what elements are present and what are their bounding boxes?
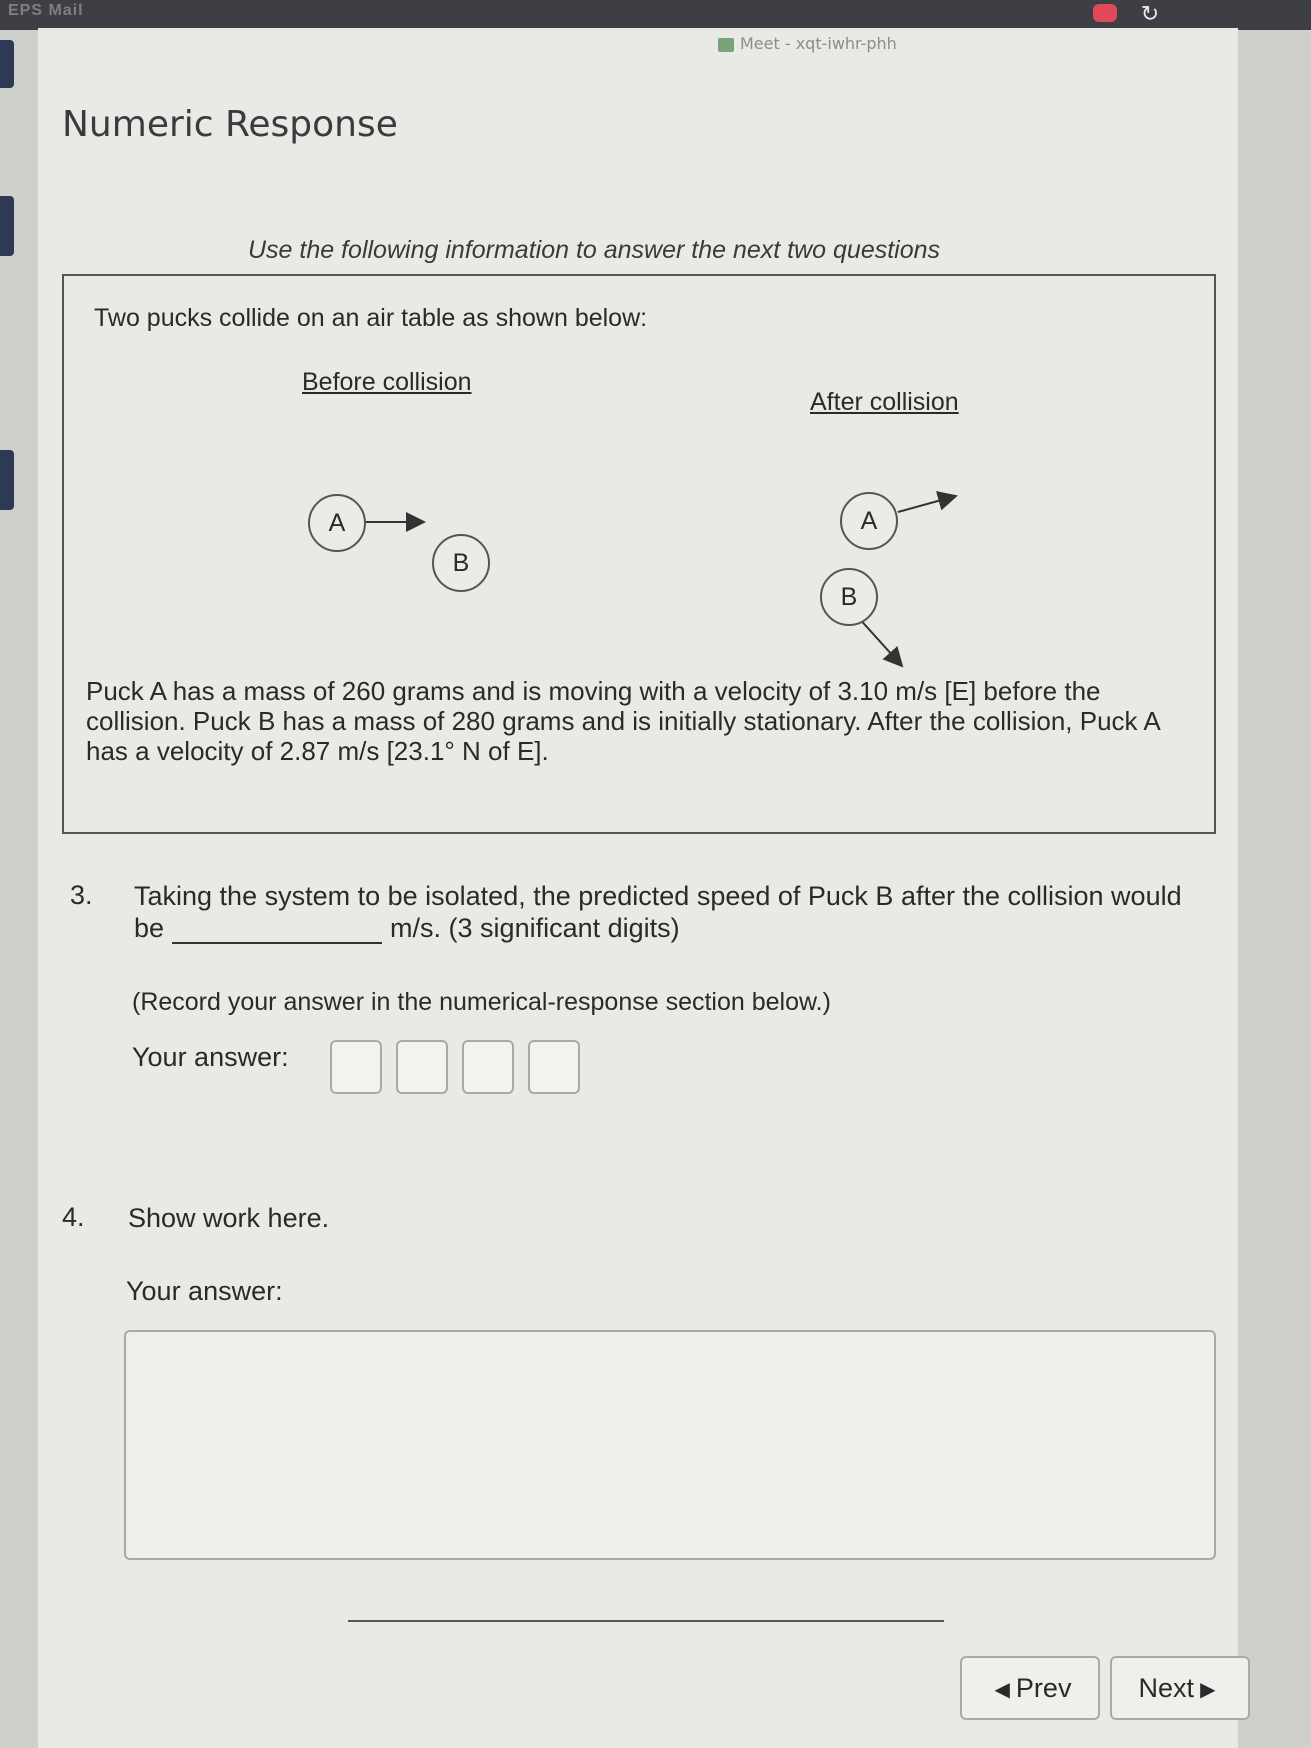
after-collision-label: After collision [810,388,959,416]
side-panel-tab[interactable] [0,450,14,510]
question-4-text: Show work here. [128,1203,330,1233]
prev-arrow-icon: ◀ [994,1678,1010,1701]
question-3-answer-label: Your answer: [132,1042,289,1072]
refresh-icon[interactable]: ↻ [1140,1,1160,26]
prev-button[interactable] [960,1656,1100,1720]
puck-a-before: A [308,494,366,552]
info-intro: Use the following information to answer the next two questions [248,236,941,264]
question-4-number: 4. [62,1202,85,1232]
puck-description: Puck A has a mass of 260 grams and is moving with a velocity of 3.10 m/s [E] before the collision. Puck B has a mass of 280 grams and is initially stationary. After the collision, Puck A has a velocity of 2.87 m/s [23.1° N of E]. [86,676,1160,766]
puck-a-after-arrow [898,496,956,512]
question-3-text [134,880,1194,944]
digit-input-1[interactable] [330,1040,382,1094]
recording-indicator-icon [1093,4,1117,22]
page-title: Numeric Response [62,104,398,145]
prev-button-label: Prev [1015,1673,1072,1703]
puck-a-after: A [840,492,898,550]
digit-input-2[interactable] [396,1040,448,1094]
digit-input-3[interactable] [462,1040,514,1094]
meet-indicator[interactable] [718,34,897,53]
side-panel-tab[interactable] [0,196,14,256]
question-3-unit: m/s. (3 significant digits) [390,913,680,943]
before-collision-label: Before collision [302,368,472,396]
answer-blank-line [172,920,382,944]
puck-b-after: B [820,568,878,626]
record-answer-note: (Record your answer in the numerical-response section below.) [132,988,831,1016]
next-button[interactable] [1110,1656,1250,1720]
next-button-label: Next [1138,1673,1195,1703]
puck-b-before: B [432,534,490,592]
mail-tab-label[interactable]: EPS Mail [8,2,84,19]
question-3-stem: Taking the system to be isolated, the predicted speed of Puck B after the collision would be [134,881,1182,943]
browser-top-bar [0,0,1311,30]
meet-label: Meet - xqt-iwhr-phh [740,34,897,53]
footer-divider [348,1620,944,1622]
next-arrow-icon: ▶ [1200,1678,1216,1701]
question-3-number: 3. [70,880,93,910]
side-panel-tab[interactable] [0,40,14,88]
question-4-answer-label: Your answer: [126,1276,283,1306]
info-panel [62,274,1216,834]
info-lead: Two pucks collide on an air table as shown below: [94,304,648,332]
meet-icon [718,38,734,52]
work-answer-textarea[interactable] [124,1330,1216,1560]
digit-input-4[interactable] [528,1040,580,1094]
